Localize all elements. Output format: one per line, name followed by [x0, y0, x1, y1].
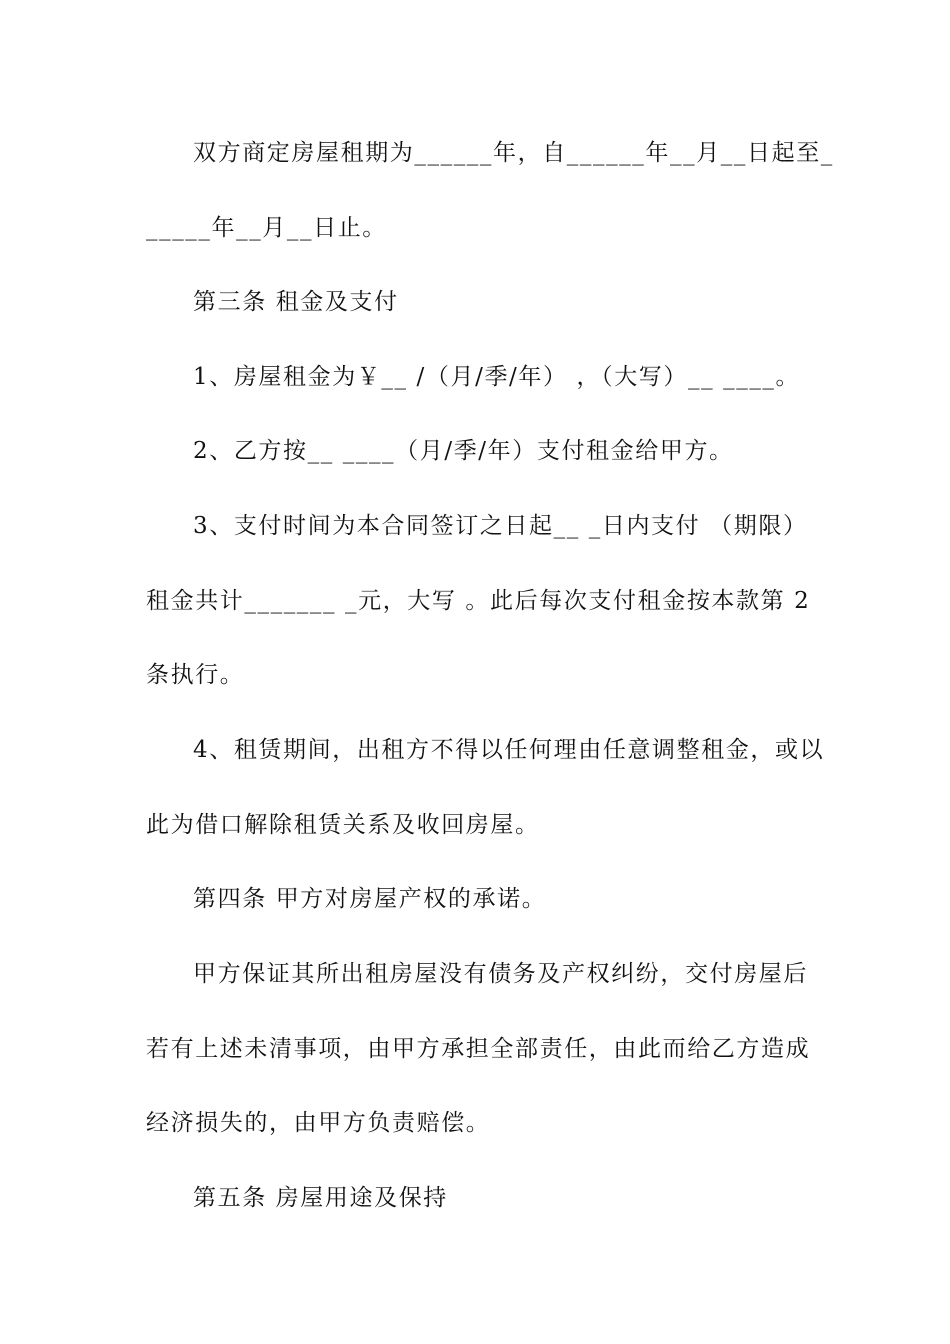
- paragraph-lease-term-line-1: 双方商定房屋租期为______年，自______年__月__日起至_: [193, 140, 834, 166]
- clause-3-1-rent-amount: 1、房屋租金为￥__ /（月/季/年） ，（大写）__ ____。: [193, 364, 801, 390]
- article-5-heading: 第五条 房屋用途及保持: [193, 1185, 448, 1211]
- article-4-paragraph-line-2: 若有上述未清事项，由甲方承担全部责任，由此而给乙方造成: [146, 1036, 811, 1062]
- article-4-paragraph-line-1: 甲方保证其所出租房屋没有债务及产权纠纷，交付房屋后: [193, 961, 808, 987]
- article-4-paragraph-line-3: 经济损失的，由甲方负责赔偿。: [146, 1110, 491, 1136]
- clause-3-3-line-3: 条执行。: [146, 662, 245, 688]
- clause-3-4-line-2: 此为借口解除租赁关系及收回房屋。: [146, 812, 540, 838]
- clause-3-3-line-1: 3、支付时间为本合同签订之日起__ _日内支付 （期限）: [193, 513, 808, 539]
- paragraph-lease-term-line-2: _____年__月__日止。: [146, 215, 387, 241]
- article-4-heading: 第四条 甲方对房屋产权的承诺。: [193, 886, 547, 912]
- clause-3-3-line-2: 租金共计_______ _元，大写 。此后每次支付租金按本款第 2: [146, 588, 811, 614]
- clause-3-2-payment-period: 2、乙方按__ ____（月/季/年）支付租金给甲方。: [193, 438, 734, 464]
- clause-3-4-line-1: 4、租赁期间，出租方不得以任何理由任意调整租金，或以: [193, 737, 825, 763]
- article-3-heading: 第三条 租金及支付: [193, 289, 399, 315]
